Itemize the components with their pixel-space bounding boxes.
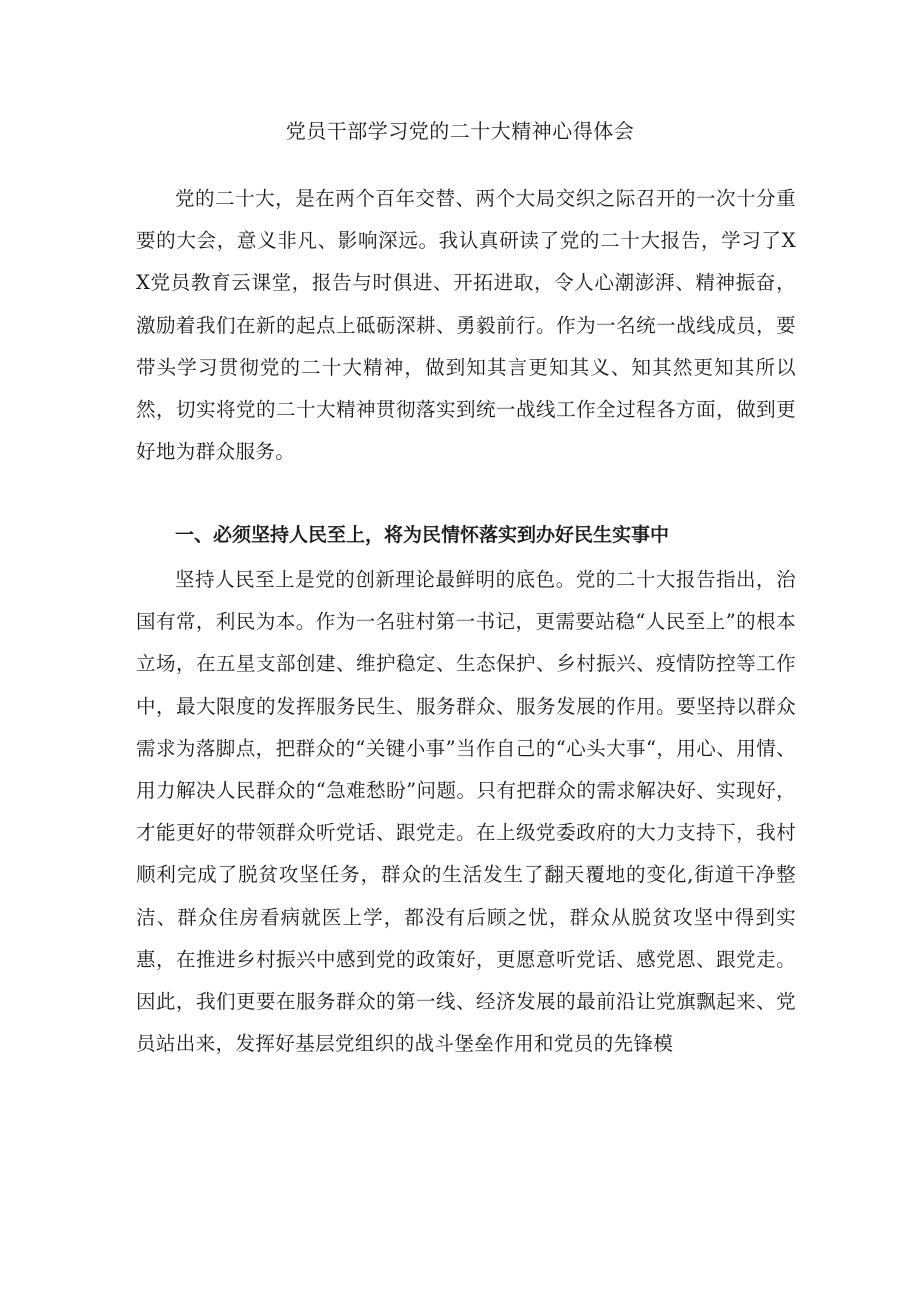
document-title: 党员干部学习党的二十大精神心得体会 [285, 119, 635, 143]
intro-paragraph: 党的二十大，是在两个百年交替、两个大局交织之际召开的一次十分重要的大会，意义非凡、影响深远。我认真研读了党的二十大报告，学习了XX党员教育云课堂，报告与时俱进、开拓进取，令人心潮澎湃、精神振奋，激励着我们在新的起点上砥砺深耕、勇毅前行。作为一名统一战线成员，要带头学习贯彻党的二十大精神，做到知其言更知其义、知其然更知其所以然，切实将党的二十大精神贯彻落实到统一战线工作全过程各方面，做到更好地为群众服务。 [136, 187, 796, 464]
section-1-paragraph: 坚持人民至上是党的创新理论最鲜明的底色。党的二十大报告指出，治国有常，利民为本。作为一名驻村第一书记，更需要站稳“人民至上”的根本立场，在五星支部创建、维护稳定、生态保护、乡村振兴、疫情防控等工作中，最大限度的发挥服务民生、服务群众、服务发展的作用。要坚持以群众需求为落脚点，把群众的“关键小事”当作自己的“心头大事“，用心、用情、用力解决人民群众的“急难愁盼”问题。只有把群众的需求解决好、实现好，才能更好的带领群众听党话、跟党走。在上级党委政府的大力支持下，我村顺利完成了脱贫攻坚任务，群众的生活发生了翻天覆地的变化,街道干净整洁、群众住房看病就医上学，都没有后顾之忧，群众从脱贫攻坚中得到实惠，在推进乡村振兴中感到党的政策好，更愿意听党话、感党恩、跟党走。因此，我们更要在服务群众的第一线、经济发展的最前沿让党旗飘起来、党员站出来，发挥好基层党组织的战斗堡垒作用和党员的先锋模 [136, 568, 796, 1056]
section-heading-1: 一、必须坚持人民至上，将为民情怀落实到办好民生实事中 [175, 524, 670, 546]
